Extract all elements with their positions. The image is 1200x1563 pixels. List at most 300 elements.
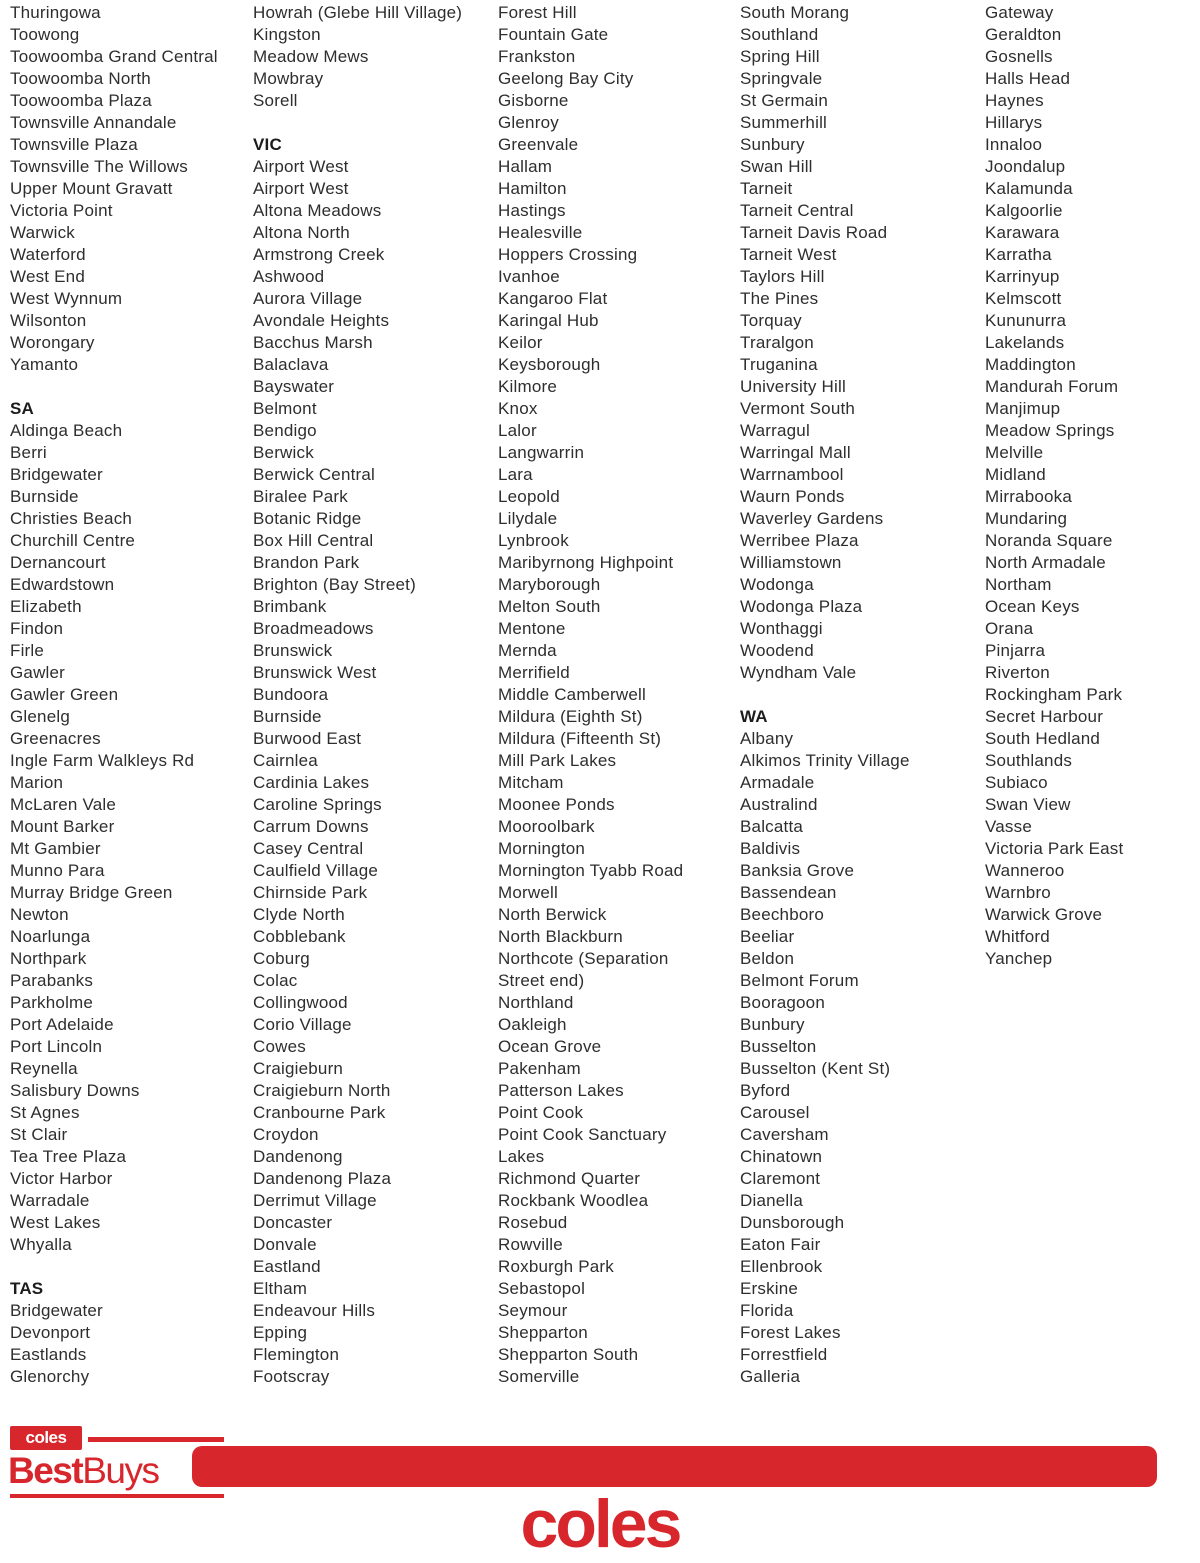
store-name: Beeliar [740,927,795,946]
red-banner-bar [192,1446,1157,1487]
store-name: Glenorchy [10,1367,90,1386]
store-name: Corio Village [253,1015,352,1034]
store-name: North Blackburn [498,927,623,946]
store-name: Lilydale [498,509,558,528]
store-name: Springvale [740,69,823,88]
store-name: Woodend [740,641,814,660]
store-name: Kalgoorlie [985,201,1063,220]
store-name: Mowbray [253,69,324,88]
store-name: Rowville [498,1235,563,1254]
store-name: Gawler [10,663,66,682]
store-name: Devonport [10,1323,91,1342]
store-name: Noarlunga [10,927,91,946]
state-section [740,2,982,684]
store-name: Kelmscott [985,289,1062,308]
store-name: Elizabeth [10,597,82,616]
store-list-column-4 [740,2,982,1388]
store-name: Wonthaggi [740,619,823,638]
store-name: Cobblebank [253,927,346,946]
store-name: Eastlands [10,1345,87,1364]
store-name: Flemington [253,1345,340,1364]
store-name: Balaclava [253,355,329,374]
store-name: West Lakes [10,1213,101,1232]
store-name: Wilsonton [10,311,87,330]
store-name: Townsville Plaza [10,135,138,154]
store-name: Gisborne [498,91,569,110]
store-name: Bridgewater [10,1301,103,1320]
store-name: Summerhill [740,113,828,132]
store-name: St Agnes [10,1103,80,1122]
store-name: Banksia Grove [740,861,855,880]
store-name: Byford [740,1081,791,1100]
store-name: Halls Head [985,69,1071,88]
store-name: Shepparton [498,1323,588,1342]
store-name: Geraldton [985,25,1062,44]
store-name: Glenroy [498,113,559,132]
store-name: Maryborough [498,575,601,594]
state-section [985,2,1197,970]
store-name: Wodonga [740,575,814,594]
store-name: Innaloo [985,135,1043,154]
store-name: Toowong [10,25,80,44]
store-name: Box Hill Central [253,531,374,550]
store-name: Wanneroo [985,861,1065,880]
store-name: Donvale [253,1235,317,1254]
store-name: Australind [740,795,818,814]
store-name: Swan View [985,795,1071,814]
bestbuys-top-rule [88,1437,224,1442]
store-name: Toowoomba North [10,69,151,88]
store-name: Belmont [253,399,317,418]
store-name: Busselton (Kent St) [740,1059,891,1078]
store-name: Morwell [498,883,558,902]
store-list-column-1 [10,2,250,1388]
store-name: Mildura (Fifteenth St) [498,729,662,748]
store-name: Eastland [253,1257,321,1276]
store-name: Bridgewater [10,465,103,484]
store-name: Brunswick [253,641,333,660]
store-name: Keilor [498,333,543,352]
store-name: South Hedland [985,729,1101,748]
store-name: Glenelg [10,707,70,726]
store-name: Maddington [985,355,1076,374]
store-name: Bendigo [253,421,317,440]
store-name: Mandurah Forum [985,377,1119,396]
store-name: Hoppers Crossing [498,245,638,264]
store-name: Sunbury [740,135,805,154]
store-name: Point Cook [498,1103,584,1122]
store-name: Warnbro [985,883,1051,902]
store-name: Derrimut Village [253,1191,377,1210]
store-name: Aldinga Beach [10,421,123,440]
store-name: Southland [740,25,819,44]
store-name: Spring Hill [740,47,820,66]
store-name: Gateway [985,3,1054,22]
coles-logo-text: coles [520,1486,680,1562]
store-name: Secret Harbour [985,707,1104,726]
store-name: Greenacres [10,729,101,748]
store-name: Yanchep [985,949,1053,968]
store-name: Firle [10,641,45,660]
store-name: Forest Lakes [740,1323,841,1342]
store-name: North Berwick [498,905,607,924]
store-name: Keysborough [498,355,601,374]
store-name: Warrnambool [740,465,844,484]
store-name: Waterford [10,245,86,264]
store-name: Balcatta [740,817,804,836]
store-name: Worongary [10,333,95,352]
store-name: Seymour [498,1301,568,1320]
store-name: Geelong Bay City [498,69,634,88]
store-name: McLaren Vale [10,795,117,814]
store-name: Cranbourne Park [253,1103,386,1122]
store-name: Joondalup [985,157,1066,176]
store-name: Meadow Mews [253,47,369,66]
bestbuys-buys: Buys [82,1450,159,1491]
store-name: Mt Gambier [10,839,101,858]
store-name: Berwick [253,443,314,462]
store-name: Bundoora [253,685,329,704]
store-name: Karratha [985,245,1052,264]
state-section [10,398,250,1256]
store-name: Leopold [498,487,560,506]
store-name: Brandon Park [253,553,360,572]
store-name: Edwardstown [10,575,115,594]
store-name: Wyndham Vale [740,663,857,682]
store-name: St Germain [740,91,828,110]
store-name: Warwick [10,223,75,242]
state-header: WA [740,707,768,726]
store-name: Kangaroo Flat [498,289,608,308]
store-name: University Hill [740,377,846,396]
store-name: Northam [985,575,1052,594]
store-name: Rockingham Park [985,685,1123,704]
store-name: Caroline Springs [253,795,382,814]
store-name: Waverley Gardens [740,509,884,528]
state-header: TAS [10,1279,44,1298]
store-name: Haynes [985,91,1044,110]
store-name: Frankston [498,47,576,66]
store-name: Lalor [498,421,537,440]
store-name: Victoria Park East [985,839,1124,858]
store-name: Upper Mount Gravatt [10,179,173,198]
store-list-column-5 [985,2,1197,970]
store-name: Ocean Grove [498,1037,602,1056]
store-name: Knox [498,399,538,418]
bestbuys-bottom-rule [10,1494,224,1498]
store-name: Dunsborough [740,1213,845,1232]
store-name: Carousel [740,1103,810,1122]
bestbuys-best: Best [8,1450,83,1491]
store-name: Colac [253,971,298,990]
store-name: Carrum Downs [253,817,369,836]
store-name: Maribyrnong Highpoint [498,553,674,572]
store-name: Galleria [740,1367,801,1386]
store-name: The Pines [740,289,819,308]
store-name: Hallam [498,157,553,176]
store-name: Cardinia Lakes [253,773,370,792]
store-name: Marion [10,773,64,792]
store-name: Karrinyup [985,267,1060,286]
state-header: VIC [253,135,282,154]
store-name: Croydon [253,1125,319,1144]
store-name: Vermont South [740,399,856,418]
store-name: Midland [985,465,1046,484]
store-name: Werribee Plaza [740,531,859,550]
store-name: Warragul [740,421,810,440]
store-name: Broadmeadows [253,619,374,638]
store-name: Subiaco [985,773,1048,792]
store-name: Claremont [740,1169,821,1188]
store-name: Cowes [253,1037,306,1056]
store-name: Chinatown [740,1147,823,1166]
store-name: Port Lincoln [10,1037,103,1056]
store-name: Roxburgh Park [498,1257,614,1276]
store-name: Point Cook Sanctuary Lakes [498,1125,667,1166]
store-name: Taylors Hill [740,267,825,286]
store-name: Altona Meadows [253,201,382,220]
store-name: Ellenbrook [740,1257,823,1276]
state-section [253,2,495,112]
store-name: Airport West [253,157,349,176]
store-name: Northland [498,993,574,1012]
store-name: Salisbury Downs [10,1081,140,1100]
store-name: Shepparton South [498,1345,639,1364]
state-section [740,706,982,1388]
store-name: Swan Hill [740,157,813,176]
store-name: Footscray [253,1367,330,1386]
store-name: Tea Tree Plaza [10,1147,127,1166]
store-name: Doncaster [253,1213,333,1232]
store-name: Berri [10,443,47,462]
store-name: Parabanks [10,971,94,990]
store-name: Dandenong [253,1147,343,1166]
store-name: Tarneit [740,179,793,198]
store-name: Lara [498,465,533,484]
store-name: Endeavour Hills [253,1301,376,1320]
store-name: Eltham [253,1279,308,1298]
store-name: Karingal Hub [498,311,599,330]
store-name: Mount Barker [10,817,115,836]
store-name: Brunswick West [253,663,377,682]
store-name: Toowoomba Grand Central [10,47,218,66]
store-name: Eaton Fair [740,1235,821,1254]
store-name: Port Adelaide [10,1015,114,1034]
store-list-column-2 [253,2,495,1388]
store-name: Mundaring [985,509,1068,528]
store-name: Craigieburn [253,1059,344,1078]
coles-bestbuys-box-logo [10,1426,82,1450]
store-name: Healesville [498,223,583,242]
store-name: Armstrong Creek [253,245,385,264]
store-name: Mernda [498,641,557,660]
store-name: Townsville Annandale [10,113,177,132]
coles-box-label: coles [25,1428,67,1447]
store-name: Melton South [498,597,601,616]
store-name: St Clair [10,1125,68,1144]
store-name: Fountain Gate [498,25,609,44]
store-name: Meadow Springs [985,421,1115,440]
store-name: Booragoon [740,993,825,1012]
store-name: Tarneit Davis Road [740,223,888,242]
store-name: Gosnells [985,47,1053,66]
store-name: Somerville [498,1367,580,1386]
store-name: Clyde North [253,905,345,924]
store-name: Toowoomba Plaza [10,91,152,110]
coles-logo [520,1486,680,1562]
store-name: Biralee Park [253,487,348,506]
store-name: Chirnside Park [253,883,368,902]
store-name: Lakelands [985,333,1065,352]
store-name: Casey Central [253,839,364,858]
store-name: Wodonga Plaza [740,597,863,616]
store-name: Busselton [740,1037,817,1056]
store-name: Lynbrook [498,531,569,550]
store-name: Mildura (Eighth St) [498,707,643,726]
store-list-column-3 [498,2,688,1388]
store-name: Warringal Mall [740,443,851,462]
store-name: Townsville The Willows [10,157,188,176]
store-name: Tarneit Central [740,201,854,220]
store-name: Belmont Forum [740,971,859,990]
store-name: Traralgon [740,333,814,352]
store-name: Mentone [498,619,566,638]
store-name: Rockbank Woodlea [498,1191,649,1210]
store-name: Howrah (Glebe Hill Village) [253,3,463,22]
store-name: Thuringowa [10,3,101,22]
store-name: Botanic Ridge [253,509,362,528]
store-name: Mornington Tyabb Road [498,861,684,880]
store-name: Mirrabooka [985,487,1073,506]
state-section [10,1278,250,1388]
store-name: Avondale Heights [253,311,390,330]
store-name: Alkimos Trinity Village [740,751,910,770]
store-name: Waurn Ponds [740,487,845,506]
store-name: Brimbank [253,597,327,616]
store-name: Mitcham [498,773,564,792]
state-section [10,2,250,376]
store-name: Noranda Square [985,531,1113,550]
store-name: Albany [740,729,794,748]
store-name: Craigieburn North [253,1081,391,1100]
store-name: Northpark [10,949,87,968]
store-name: Williamstown [740,553,842,572]
store-name: Munno Para [10,861,105,880]
store-name: Victoria Point [10,201,113,220]
store-name: Mornington [498,839,586,858]
store-name: Bunbury [740,1015,805,1034]
bestbuys-logo-text [8,1452,158,1490]
store-name: Yamanto [10,355,79,374]
state-header: SA [10,399,35,418]
store-name: West Wynnum [10,289,123,308]
state-section [253,134,495,1388]
store-name: Whyalla [10,1235,72,1254]
store-name: Forrestfield [740,1345,828,1364]
store-name: Baldivis [740,839,801,858]
store-name: Kingston [253,25,321,44]
store-name: Gawler Green [10,685,119,704]
store-name: Patterson Lakes [498,1081,624,1100]
store-name: Sebastopol [498,1279,586,1298]
store-name: Coburg [253,949,310,968]
store-name: Christies Beach [10,509,133,528]
store-name: Greenvale [498,135,579,154]
store-name: Vasse [985,817,1032,836]
store-name: Melville [985,443,1044,462]
store-name: West End [10,267,85,286]
store-name: Pinjarra [985,641,1046,660]
store-name: Burnside [253,707,322,726]
store-name: Caulfield Village [253,861,378,880]
store-name: Aurora Village [253,289,363,308]
store-name: Ashwood [253,267,325,286]
store-name: Erskine [740,1279,799,1298]
store-name: Ivanhoe [498,267,560,286]
store-name: Florida [740,1301,794,1320]
store-name: Pakenham [498,1059,581,1078]
state-section [498,2,688,1388]
store-name: Bassendean [740,883,837,902]
store-name: Middle Camberwell [498,685,646,704]
store-name: Mill Park Lakes [498,751,617,770]
store-name: Dianella [740,1191,804,1210]
store-name: Dernancourt [10,553,106,572]
store-name: Langwarrin [498,443,585,462]
store-name: Ocean Keys [985,597,1080,616]
store-name: Sorell [253,91,298,110]
store-name: Ingle Farm Walkleys Rd [10,751,195,770]
store-name: Victor Harbor [10,1169,113,1188]
store-name: Hamilton [498,179,567,198]
store-name: Manjimup [985,399,1061,418]
store-name: Riverton [985,663,1050,682]
store-name: Beechboro [740,905,825,924]
store-name: Kununurra [985,311,1067,330]
store-name: Whitford [985,927,1050,946]
store-name: Torquay [740,311,802,330]
store-name: Beldon [740,949,795,968]
store-name: Merrifield [498,663,570,682]
store-name: Reynella [10,1059,78,1078]
store-name: Moonee Ponds [498,795,615,814]
store-name: Kalamunda [985,179,1073,198]
store-name: Forest Hill [498,3,577,22]
store-name: Brighton (Bay Street) [253,575,416,594]
store-name: Armadale [740,773,815,792]
store-name: Newton [10,905,69,924]
store-name: Churchill Centre [10,531,136,550]
store-name: Rosebud [498,1213,568,1232]
store-name: Dandenong Plaza [253,1169,392,1188]
store-name: Karawara [985,223,1060,242]
store-name: Hastings [498,201,566,220]
store-name: Altona North [253,223,350,242]
store-name: Hillarys [985,113,1043,132]
store-name: Mooroolbark [498,817,595,836]
store-name: Truganina [740,355,818,374]
store-name: Bacchus Marsh [253,333,373,352]
store-name: Berwick Central [253,465,376,484]
store-name: Airport West [253,179,349,198]
store-name: South Morang [740,3,850,22]
store-name: Warradale [10,1191,90,1210]
store-name: Bayswater [253,377,335,396]
store-name: Burnside [10,487,79,506]
store-name: Murray Bridge Green [10,883,173,902]
store-name: Northcote (Separation Street end) [498,949,669,990]
store-name: Caversham [740,1125,829,1144]
